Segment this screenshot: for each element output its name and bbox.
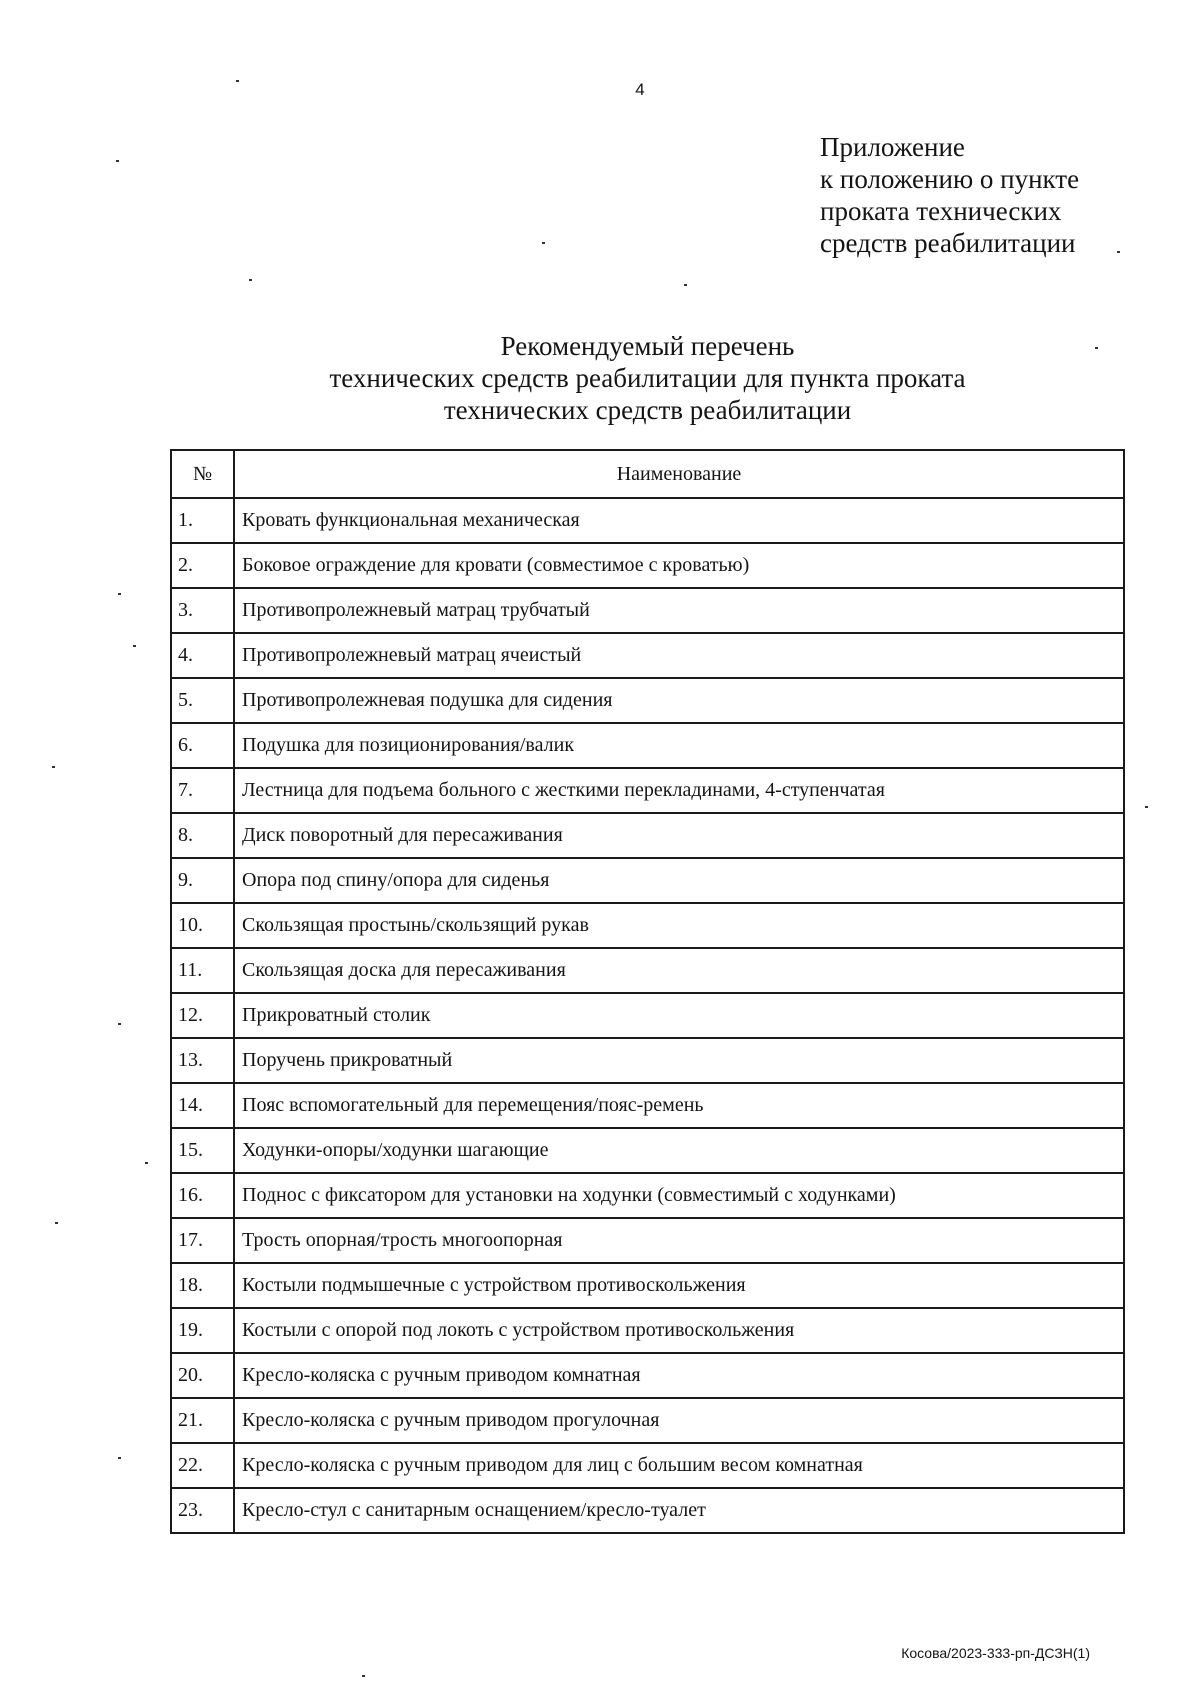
row-item-name: Поднос с фиксатором для установки на ходунки (совместимый с ходунками) [234, 1173, 1124, 1218]
row-number: 21. [171, 1398, 234, 1443]
row-item-name: Кресло-коляска с ручным приводом прогулочная [234, 1398, 1124, 1443]
header-number: № [171, 450, 234, 498]
scan-speck [55, 1222, 58, 1224]
page-number: 4 [635, 80, 645, 99]
row-number: 5. [171, 678, 234, 723]
table-row [171, 1263, 1124, 1308]
row-number: 15. [171, 1128, 234, 1173]
title-line: технических средств реабилитации для пункта проката [329, 363, 966, 393]
row-number: 18. [171, 1263, 234, 1308]
title-line: Рекомендуемый перечень [500, 331, 795, 361]
table-row [171, 903, 1124, 948]
row-item-name: Скользящая простынь/скользящий рукав [234, 903, 1124, 948]
row-item-name: Скользящая доска для пересаживания [234, 948, 1124, 993]
row-item-name: Противопролежневый матрац трубчатый [234, 588, 1124, 633]
table-row [171, 1083, 1124, 1128]
row-item-name: Кровать функциональная механическая [234, 498, 1124, 543]
table-row [171, 1443, 1124, 1488]
row-number: 3. [171, 588, 234, 633]
table-row [171, 1488, 1124, 1533]
scan-speck [118, 1023, 121, 1025]
row-item-name: Диск поворотный для пересаживания [234, 813, 1124, 858]
table-row [171, 498, 1124, 543]
table-row [171, 768, 1124, 813]
table-row [171, 1218, 1124, 1263]
header-name: Наименование [234, 450, 1124, 498]
row-number: 10. [171, 903, 234, 948]
table-row [171, 993, 1124, 1038]
row-item-name: Боковое ограждение для кровати (совместимое с кроватью) [234, 543, 1124, 588]
scan-speck [249, 279, 252, 281]
row-number: 16. [171, 1173, 234, 1218]
scan-speck [116, 160, 119, 162]
document-code: Косова/2023-333-рп-ДСЗН(1) [901, 1645, 1090, 1661]
table-row [171, 858, 1124, 903]
row-number: 13. [171, 1038, 234, 1083]
row-number: 23. [171, 1488, 234, 1533]
appendix-line: к положению о пункте [820, 164, 1080, 194]
table-row [171, 588, 1124, 633]
row-number: 1. [171, 498, 234, 543]
table-header-row [171, 450, 1124, 498]
table-body [171, 498, 1124, 1533]
row-item-name: Прикроватный столик [234, 993, 1124, 1038]
row-item-name: Костыли подмышечные с устройством противоскольжения [234, 1263, 1124, 1308]
scan-speck [236, 80, 239, 82]
scan-speck [52, 766, 55, 768]
appendix-line: проката технических [820, 196, 1062, 226]
scan-speck [118, 593, 121, 595]
row-number: 9. [171, 858, 234, 903]
row-item-name: Кресло-коляска с ручным приводом для лиц с большим весом комнатная [234, 1443, 1124, 1488]
scan-speck [1095, 347, 1098, 349]
row-item-name: Кресло-коляска с ручным приводом комнатная [234, 1353, 1124, 1398]
scan-speck [1145, 806, 1148, 808]
document-title [170, 330, 1125, 426]
row-number: 11. [171, 948, 234, 993]
row-item-name: Противопролежневая подушка для сидения [234, 678, 1124, 723]
row-item-name: Кресло-стул с санитарным оснащением/кресло-туалет [234, 1488, 1124, 1533]
table-row [171, 948, 1124, 993]
row-number: 14. [171, 1083, 234, 1128]
table-row [171, 543, 1124, 588]
appendix-note [820, 131, 1180, 259]
row-item-name: Ходунки-опоры/ходунки шагающие [234, 1128, 1124, 1173]
table-row [171, 633, 1124, 678]
table-row [171, 1308, 1124, 1353]
row-item-name: Противопролежневый матрац ячеистый [234, 633, 1124, 678]
row-item-name: Поручень прикроватный [234, 1038, 1124, 1083]
row-number: 4. [171, 633, 234, 678]
table-row [171, 813, 1124, 858]
scan-speck [145, 1162, 148, 1164]
row-number: 6. [171, 723, 234, 768]
row-item-name: Опора под спину/опора для сиденья [234, 858, 1124, 903]
row-number: 7. [171, 768, 234, 813]
scan-speck [1117, 251, 1120, 253]
row-number: 2. [171, 543, 234, 588]
scan-speck [362, 1675, 365, 1677]
row-item-name: Костыли с опорой под локоть с устройством противоскольжения [234, 1308, 1124, 1353]
appendix-line: средств реабилитации [820, 228, 1076, 258]
table-row [171, 723, 1124, 768]
scan-speck [133, 645, 136, 647]
table-row [171, 1128, 1124, 1173]
scan-speck [118, 1457, 121, 1459]
table-row [171, 1398, 1124, 1443]
row-number: 22. [171, 1443, 234, 1488]
row-item-name: Трость опорная/трость многоопорная [234, 1218, 1124, 1263]
row-number: 12. [171, 993, 234, 1038]
scan-speck [684, 284, 687, 286]
row-item-name: Лестница для подъема больного с жесткими перекладинами, 4-ступенчатая [234, 768, 1124, 813]
row-number: 20. [171, 1353, 234, 1398]
table-row [171, 1173, 1124, 1218]
table-row [171, 1353, 1124, 1398]
row-number: 8. [171, 813, 234, 858]
row-number: 17. [171, 1218, 234, 1263]
row-item-name: Пояс вспомогательный для перемещения/пояс-ремень [234, 1083, 1124, 1128]
table-row [171, 678, 1124, 723]
row-number: 19. [171, 1308, 234, 1353]
title-line: технических средств реабилитации [443, 395, 852, 425]
equipment-table [170, 449, 1125, 1534]
appendix-line: Приложение [820, 132, 965, 162]
scan-speck [542, 242, 545, 244]
row-item-name: Подушка для позиционирования/валик [234, 723, 1124, 768]
table-row [171, 1038, 1124, 1083]
